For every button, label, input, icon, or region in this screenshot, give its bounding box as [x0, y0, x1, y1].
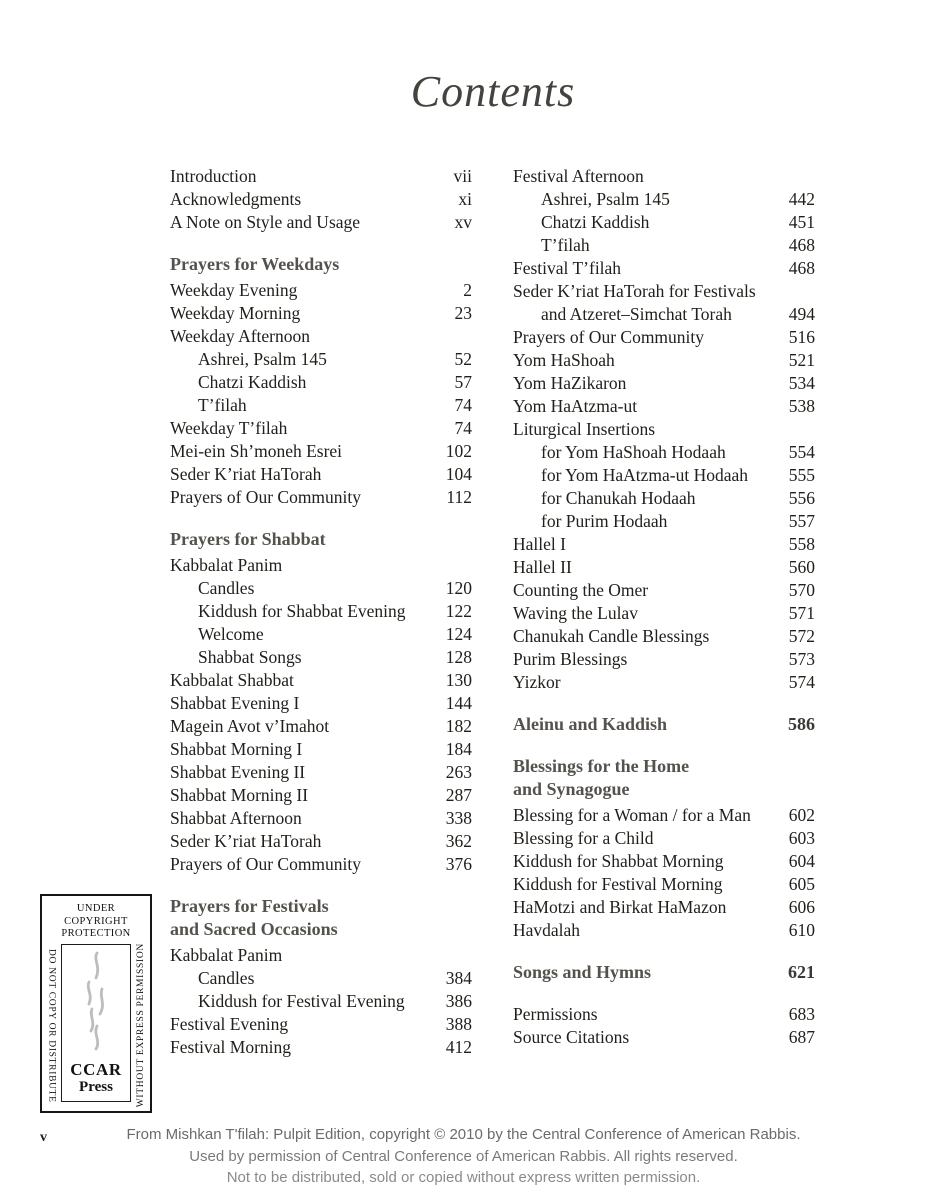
toc-entry-label: Havdalah	[513, 920, 581, 940]
stamp-middle	[42, 944, 150, 1108]
toc-entry-label: and Sacred Occasions	[170, 919, 338, 939]
page-number: v	[40, 1130, 47, 1145]
toc-entry-page: 570	[788, 580, 815, 600]
toc-entry-page: 571	[788, 603, 815, 623]
toc-entry	[170, 394, 472, 417]
stamp-left-vertical-text: DO NOT COPY OR DISTRIBUTE	[46, 948, 57, 1103]
toc-entry-label: Hallel I	[513, 534, 566, 554]
toc-entry	[170, 990, 472, 1013]
toc-entry-page: 57	[454, 372, 472, 392]
toc-entry	[170, 486, 472, 509]
toc-entry	[170, 669, 472, 692]
toc-entry	[513, 602, 815, 625]
toc-entry-label: Welcome	[198, 624, 264, 644]
toc-entry-page: 468	[788, 258, 815, 278]
toc-entry-page: 412	[445, 1037, 472, 1057]
toc-entry	[513, 441, 815, 464]
copyright-stamp	[40, 894, 152, 1113]
toc-entry	[170, 348, 472, 371]
toc-entry	[170, 554, 472, 577]
toc-entry-page: 52	[454, 349, 472, 369]
toc-entry	[170, 417, 472, 440]
toc-entry-label: Acknowledgments	[170, 189, 302, 209]
toc-heading	[513, 713, 815, 736]
toc-entry-page: 182	[445, 716, 472, 736]
toc-entry-label: Yom HaShoah	[513, 350, 615, 370]
toc-entry-page: 683	[788, 1004, 815, 1024]
table-of-contents	[170, 165, 816, 1059]
toc-entry	[513, 326, 815, 349]
toc-entry-label: Chanukah Candle Blessings	[513, 626, 710, 646]
stamp-top-line: UNDER	[76, 903, 116, 914]
toc-entry-page: 538	[788, 396, 815, 416]
toc-entry-page: xv	[454, 212, 472, 232]
stamp-left-strip	[42, 944, 61, 1108]
ccar-label: CCAR	[70, 1059, 122, 1079]
toc-entry	[513, 211, 815, 234]
toc-entry-label: Aleinu and Kaddish	[513, 714, 668, 734]
press-label: Press	[79, 1078, 113, 1095]
toc-entry-page: 442	[788, 189, 815, 209]
stamp-top-line: PROTECTION	[61, 928, 131, 939]
toc-entry	[170, 440, 472, 463]
toc-entry-page: 376	[445, 854, 472, 874]
toc-entry-page: 557	[788, 511, 815, 531]
toc-entry-label: Prayers for Shabbat	[170, 529, 326, 549]
toc-entry-label: and Atzeret–Simchat Torah	[541, 304, 732, 324]
toc-entry-label: Yom HaAtzma-ut	[513, 396, 638, 416]
toc-entry-label: Mei-ein Sh’moneh Esrei	[170, 441, 343, 461]
toc-entry	[513, 827, 815, 850]
toc-entry	[170, 463, 472, 486]
toc-entry-label: Weekday Morning	[170, 303, 301, 323]
toc-entry	[170, 761, 472, 784]
toc-entry	[513, 349, 815, 372]
toc-entry-label: Prayers for Weekdays	[170, 254, 340, 274]
toc-entry-label: and Synagogue	[513, 779, 630, 799]
toc-entry-label: Festival Evening	[170, 1014, 289, 1034]
toc-entry	[513, 165, 815, 188]
toc-entry-page: 468	[788, 235, 815, 255]
toc-heading	[170, 918, 472, 941]
toc-entry-label: Yizkor	[513, 672, 561, 692]
toc-entry-page: 124	[445, 624, 472, 644]
toc-entry-label: Hallel II	[513, 557, 572, 577]
toc-entry-label: Weekday T’filah	[170, 418, 288, 438]
toc-entry	[513, 280, 815, 303]
toc-entry-label: Blessings for the Home	[513, 756, 690, 776]
toc-entry-label: Yom HaZikaron	[513, 373, 627, 393]
toc-entry-label: Magein Avot v’Imahot	[170, 716, 330, 736]
toc-entry-page: 23	[454, 303, 472, 323]
toc-entry-label: Blessing for a Child	[513, 828, 654, 848]
toc-entry-page: 605	[788, 874, 815, 894]
toc-entry-page: 586	[788, 714, 815, 734]
toc-entry-page: 516	[788, 327, 815, 347]
toc-entry-label: Blessing for a Woman / for a Man	[513, 805, 751, 825]
toc-entry-label: Waving the Lulav	[513, 603, 638, 623]
toc-entry-page: vii	[453, 166, 472, 186]
toc-entry	[170, 830, 472, 853]
footer-line: Not to be distributed, sold or copied without express written permission.	[226, 1169, 701, 1186]
toc-entry	[170, 944, 472, 967]
toc-entry	[513, 395, 815, 418]
toc-entry-label: for Chanukah Hodaah	[541, 488, 696, 508]
toc-entry-page: 263	[445, 762, 472, 782]
toc-entry-page: 602	[788, 805, 815, 825]
toc-entry-label: T’filah	[198, 395, 247, 415]
toc-heading	[513, 961, 815, 984]
toc-entry-page: 144	[445, 693, 472, 713]
footer-line: From Mishkan T'filah: Pulpit Edition, copyright © 2010 by the Central Conference of American Rabbis.	[126, 1126, 801, 1143]
toc-entry-page: 604	[788, 851, 815, 871]
toc-entry-page: 606	[788, 897, 815, 917]
toc-entry	[170, 784, 472, 807]
toc-entry	[170, 1036, 472, 1059]
toc-entry-page: 112	[446, 487, 472, 507]
toc-entry-label: Liturgical Insertions	[513, 419, 656, 439]
toc-entry-label: Candles	[198, 578, 255, 598]
toc-entry-label: Chatzi Kaddish	[198, 372, 307, 392]
stamp-press-name	[70, 1061, 122, 1096]
toc-entry-label: Prayers of Our Community	[170, 854, 362, 874]
toc-entry-label: Candles	[198, 968, 255, 988]
toc-entry	[513, 804, 815, 827]
toc-entry-page: 572	[788, 626, 815, 646]
toc-entry	[170, 715, 472, 738]
toc-entry-label: Songs and Hymns	[513, 962, 652, 982]
toc-entry-label: Shabbat Afternoon	[170, 808, 302, 828]
toc-entry-page: 558	[788, 534, 815, 554]
toc-entry	[513, 896, 815, 919]
footer-line: Used by permission of Central Conference of American Rabbis. All rights reserved.	[189, 1147, 738, 1165]
toc-entry	[170, 302, 472, 325]
toc-entry-label: Shabbat Morning I	[170, 739, 303, 759]
toc-entry-label: Seder K’riat HaTorah for Festivals	[513, 281, 756, 301]
toc-entry	[513, 1003, 815, 1026]
toc-entry	[170, 279, 472, 302]
toc-column-left	[170, 165, 472, 1059]
toc-entry-label: for Yom HaAtzma-ut Hodaah	[541, 465, 749, 485]
toc-entry	[170, 325, 472, 348]
toc-entry	[513, 873, 815, 896]
toc-entry-label: Permissions	[513, 1004, 598, 1024]
toc-entry-label: for Purim Hodaah	[541, 511, 668, 531]
toc-entry-page: 388	[445, 1014, 472, 1034]
toc-entry	[513, 671, 815, 694]
toc-entry-page: 384	[445, 968, 472, 988]
toc-entry	[513, 418, 815, 441]
toc-entry-page: 338	[445, 808, 472, 828]
toc-entry	[513, 257, 815, 280]
toc-entry-label: Kiddush for Shabbat Evening	[198, 601, 406, 621]
toc-entry-label: Weekday Evening	[170, 280, 298, 300]
toc-heading	[170, 253, 472, 276]
toc-entry	[513, 234, 815, 257]
toc-entry	[170, 600, 472, 623]
toc-heading	[170, 528, 472, 551]
toc-entry	[170, 577, 472, 600]
toc-entry-label: Kabbalat Panim	[170, 945, 283, 965]
toc-entry-label: Festival Afternoon	[513, 166, 644, 186]
toc-entry-page: 122	[445, 601, 472, 621]
toc-entry-label: Prayers for Festivals	[170, 896, 329, 916]
toc-entry-page: 362	[445, 831, 472, 851]
toc-entry	[170, 853, 472, 876]
toc-entry-page: 687	[788, 1027, 815, 1047]
toc-entry-label: Shabbat Songs	[198, 647, 302, 667]
toc-entry	[170, 646, 472, 669]
toc-heading	[170, 895, 472, 918]
toc-entry-page: 128	[445, 647, 472, 667]
toc-entry-page: 610	[788, 920, 815, 940]
toc-entry-page: 574	[788, 672, 815, 692]
toc-entry-page: 573	[788, 649, 815, 669]
toc-entry-page: 534	[788, 373, 815, 393]
toc-entry-page: 621	[788, 962, 815, 982]
toc-entry	[513, 625, 815, 648]
toc-entry	[170, 371, 472, 394]
toc-entry-label: Kiddush for Festival Evening	[198, 991, 405, 1011]
toc-entry	[170, 692, 472, 715]
toc-entry-label: Prayers of Our Community	[513, 327, 705, 347]
toc-entry-label: Festival Morning	[170, 1037, 292, 1057]
toc-entry-label: Prayers of Our Community	[170, 487, 362, 507]
toc-entry	[513, 648, 815, 671]
toc-entry-label: Purim Blessings	[513, 649, 628, 669]
toc-entry-label: Introduction	[170, 166, 257, 186]
toc-entry-label: Kiddush for Shabbat Morning	[513, 851, 724, 871]
toc-entry-page: 451	[788, 212, 815, 232]
stamp-top-text	[42, 896, 150, 941]
stamp-top-line: COPYRIGHT	[64, 915, 128, 927]
toc-entry-page: 386	[445, 991, 472, 1011]
toc-entry-label: Shabbat Evening II	[170, 762, 306, 782]
toc-entry-label: Counting the Omer	[513, 580, 649, 600]
toc-entry	[513, 1026, 815, 1049]
toc-entry-page: 104	[445, 464, 472, 484]
copyright-footer	[0, 1124, 927, 1189]
toc-entry-page: 560	[788, 557, 815, 577]
toc-entry	[170, 807, 472, 830]
page-title: Contents	[410, 67, 576, 116]
toc-entry-label: Ashrei, Psalm 145	[541, 189, 670, 209]
toc-entry-label: Festival T’filah	[513, 258, 622, 278]
ccar-flames-icon	[73, 949, 119, 1051]
stamp-inner-box	[61, 944, 131, 1102]
toc-entry-label: Chatzi Kaddish	[541, 212, 650, 232]
toc-entry	[513, 510, 815, 533]
toc-entry	[170, 211, 472, 234]
toc-heading	[513, 755, 815, 778]
toc-entry-page: 130	[445, 670, 472, 690]
toc-entry-label: for Yom HaShoah Hodaah	[541, 442, 726, 462]
toc-entry	[170, 188, 472, 211]
toc-entry-page: 494	[788, 304, 815, 324]
toc-entry	[170, 1013, 472, 1036]
toc-entry-label: Ashrei, Psalm 145	[198, 349, 327, 369]
toc-entry	[513, 556, 815, 579]
toc-entry-label: Shabbat Evening I	[170, 693, 300, 713]
toc-entry	[170, 738, 472, 761]
toc-entry-label: Weekday Afternoon	[170, 326, 310, 346]
toc-entry-page: 184	[445, 739, 472, 759]
toc-entry-page: 521	[788, 350, 815, 370]
stamp-right-vertical-text: WITHOUT EXPRESS PERMISSION	[135, 943, 146, 1108]
toc-entry-label: Seder K’riat HaTorah	[170, 831, 322, 851]
toc-entry-label: Kabbalat Panim	[170, 555, 283, 575]
toc-entry-label: Kiddush for Festival Morning	[513, 874, 723, 894]
toc-entry-label: Kabbalat Shabbat	[170, 670, 294, 690]
toc-entry	[513, 487, 815, 510]
toc-heading	[513, 778, 815, 801]
toc-entry	[170, 623, 472, 646]
toc-entry-label: A Note on Style and Usage	[170, 212, 361, 232]
toc-entry	[513, 919, 815, 942]
toc-entry	[513, 303, 815, 326]
toc-entry-label: Seder K’riat HaTorah	[170, 464, 322, 484]
toc-entry-page: 556	[788, 488, 815, 508]
stamp-right-strip	[131, 944, 150, 1108]
toc-entry-page: 120	[445, 578, 472, 598]
toc-entry-label: Source Citations	[513, 1027, 630, 1047]
toc-entry	[513, 579, 815, 602]
toc-entry	[513, 850, 815, 873]
toc-entry-page: 102	[445, 441, 472, 461]
toc-entry-page: xi	[458, 189, 472, 209]
toc-entry-label: HaMotzi and Birkat HaMazon	[513, 897, 727, 917]
toc-entry	[513, 533, 815, 556]
toc-entry-page: 2	[463, 280, 472, 300]
toc-entry-page: 603	[788, 828, 815, 848]
toc-entry-label: Shabbat Morning II	[170, 785, 309, 805]
toc-entry-page: 555	[788, 465, 815, 485]
toc-entry	[513, 464, 815, 487]
toc-entry-page: 287	[445, 785, 472, 805]
toc-entry	[170, 967, 472, 990]
toc-entry	[170, 165, 472, 188]
toc-entry-page: 74	[454, 418, 472, 438]
toc-entry-page: 554	[788, 442, 815, 462]
toc-entry	[513, 188, 815, 211]
toc-entry	[513, 372, 815, 395]
toc-entry-label: T’filah	[541, 235, 590, 255]
toc-entry-page: 74	[454, 395, 472, 415]
toc-column-right	[513, 165, 815, 1059]
